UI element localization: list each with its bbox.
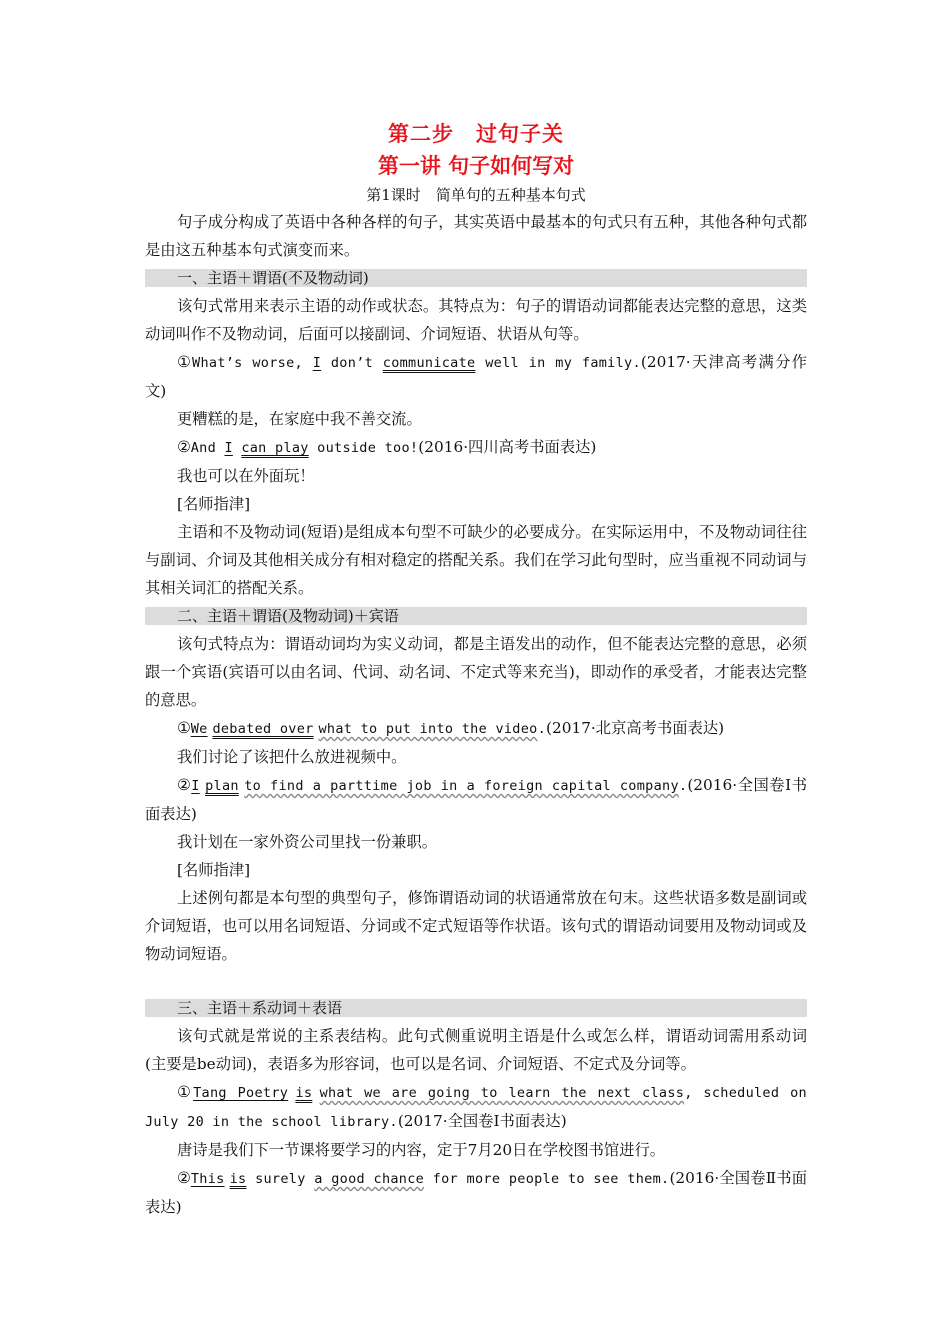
example-number: ① bbox=[177, 719, 191, 737]
example-number: ① bbox=[177, 353, 193, 371]
s1-example-1-cn: 更糟糕的是，在家庭中我不善交流。 bbox=[177, 410, 422, 428]
example-subject: I bbox=[191, 778, 200, 794]
example-source: (2016·全国卷Ⅰ书面表达) bbox=[145, 776, 808, 823]
section-3-desc: 该句式就是常说的主系表结构。此句式侧重说明主语是什么或怎么样，谓语动词需用系动词(主要是be动词)，表语多为形容词，也可以是名词、介词短语、不定式及分词等。 bbox=[145, 1027, 807, 1073]
lesson-subtitle: 第1课时 简单句的五种基本句式 bbox=[366, 186, 586, 204]
example-verb: is bbox=[295, 1085, 313, 1101]
example-text: . bbox=[678, 778, 688, 794]
example-text: surely bbox=[246, 1171, 315, 1187]
step-title: 第二步 过句子关 bbox=[388, 122, 564, 146]
s2-example-2 bbox=[145, 771, 807, 828]
example-predicative: a good chance bbox=[314, 1171, 425, 1187]
example-text: . bbox=[537, 721, 547, 737]
example-verb: communicate bbox=[382, 355, 476, 371]
example-number: ② bbox=[177, 1169, 191, 1187]
example-text: What’s worse, bbox=[192, 355, 313, 371]
s3-example-1 bbox=[145, 1078, 807, 1136]
example-source: (2017·天津高考满分作文) bbox=[145, 353, 807, 400]
example-source: (2016·全国卷Ⅱ书面表达) bbox=[145, 1169, 808, 1216]
s1-example-2-cn: 我也可以在外面玩！ bbox=[177, 467, 315, 485]
example-source: (2017·北京高考书面表达) bbox=[546, 719, 725, 737]
example-text: for more people to see them. bbox=[424, 1171, 670, 1187]
s1-tip: 主语和不及物动词(短语)是组成本句型不可缺少的必要成分。在实际运用中，不及物动词往往与副词、介词及其他相关成分有相对稳定的搭配关系。我们在学习此句型时，应当重视不同动词与其相关词汇的搭配关系。 bbox=[145, 523, 807, 597]
example-subject: I bbox=[224, 440, 233, 456]
example-subject: I bbox=[312, 355, 322, 371]
s1-tip-label: [名师指津] bbox=[177, 495, 251, 513]
example-verb: is bbox=[229, 1171, 247, 1187]
s2-tip: 上述例句都是本句型的典型句子，修饰谓语动词的状语通常放在句末。这些状语多数是副词或介词短语，也可以用名词短语、分词或不定式短语等作状语。该句式的谓语动词要用及物动词或及物动词短语。 bbox=[145, 889, 807, 963]
example-verb: can play bbox=[241, 440, 309, 456]
s1-example-1 bbox=[145, 348, 807, 405]
s2-tip-label: [名师指津] bbox=[177, 861, 251, 879]
example-verb: debated over bbox=[212, 721, 314, 737]
section-1-desc: 该句式常用来表示主语的动作或状态。其特点为：句子的谓语动词都能表达完整的意思，这类动词叫作不及物动词，后面可以接副词、介词短语、状语从句等。 bbox=[145, 297, 807, 343]
example-text: outside too! bbox=[308, 440, 419, 456]
section-2-desc: 该句式特点为：谓语动词均为实义动词，都是主语发出的动作，但不能表达完整的意思，必须跟一个宾语(宾语可以由名词、代词、动名词、不定式等来充当)，即动作的承受者，才能表达完整的意思。 bbox=[145, 635, 807, 709]
example-number: ② bbox=[177, 438, 191, 456]
example-verb: plan bbox=[205, 778, 239, 794]
section-1-heading: 一、主语＋谓语(不及物动词) bbox=[145, 269, 807, 287]
example-number: ① bbox=[177, 1083, 194, 1101]
example-text: well in my family. bbox=[475, 355, 641, 371]
example-subject: This bbox=[190, 1171, 225, 1187]
s3-example-1-cn: 唐诗是我们下一节课将要学习的内容，定于7月20日在学校图书馆进行。 bbox=[177, 1141, 666, 1159]
example-text: , scheduled on July 20 in the school library. bbox=[145, 1085, 807, 1130]
example-number: ② bbox=[177, 776, 192, 794]
example-source: (2017·全国卷Ⅰ书面表达) bbox=[397, 1112, 567, 1130]
s3-example-2 bbox=[145, 1164, 807, 1221]
example-source: (2016·四川高考书面表达) bbox=[418, 438, 597, 456]
document-page bbox=[145, 118, 807, 1221]
example-object: to find a parttime job in a foreign capital company bbox=[244, 778, 679, 794]
s2-example-1 bbox=[145, 714, 807, 743]
example-text: don’t bbox=[321, 355, 383, 371]
example-object: what to put into the video bbox=[318, 721, 538, 737]
lecture-title: 第一讲 句子如何写对 bbox=[377, 154, 575, 178]
example-text: And bbox=[190, 440, 225, 456]
s2-example-1-cn: 我们讨论了该把什么放进视频中。 bbox=[177, 748, 407, 766]
example-subject: Tang Poetry bbox=[193, 1085, 289, 1101]
section-3-heading: 三、主语＋系动词＋表语 bbox=[145, 999, 807, 1017]
example-predicative: what we are going to learn the next class bbox=[319, 1085, 685, 1101]
s2-example-2-cn: 我计划在一家外资公司里找一份兼职。 bbox=[177, 833, 438, 851]
section-2-heading: 二、主语＋谓语(及物动词)＋宾语 bbox=[145, 607, 807, 625]
blank-line bbox=[145, 968, 807, 994]
s1-example-2 bbox=[145, 433, 807, 462]
example-subject: We bbox=[190, 721, 208, 737]
intro-paragraph: 句子成分构成了英语中各种各样的句子，其实英语中最基本的句式只有五种，其他各种句式都是由这五种基本句式演变而来。 bbox=[145, 213, 807, 259]
